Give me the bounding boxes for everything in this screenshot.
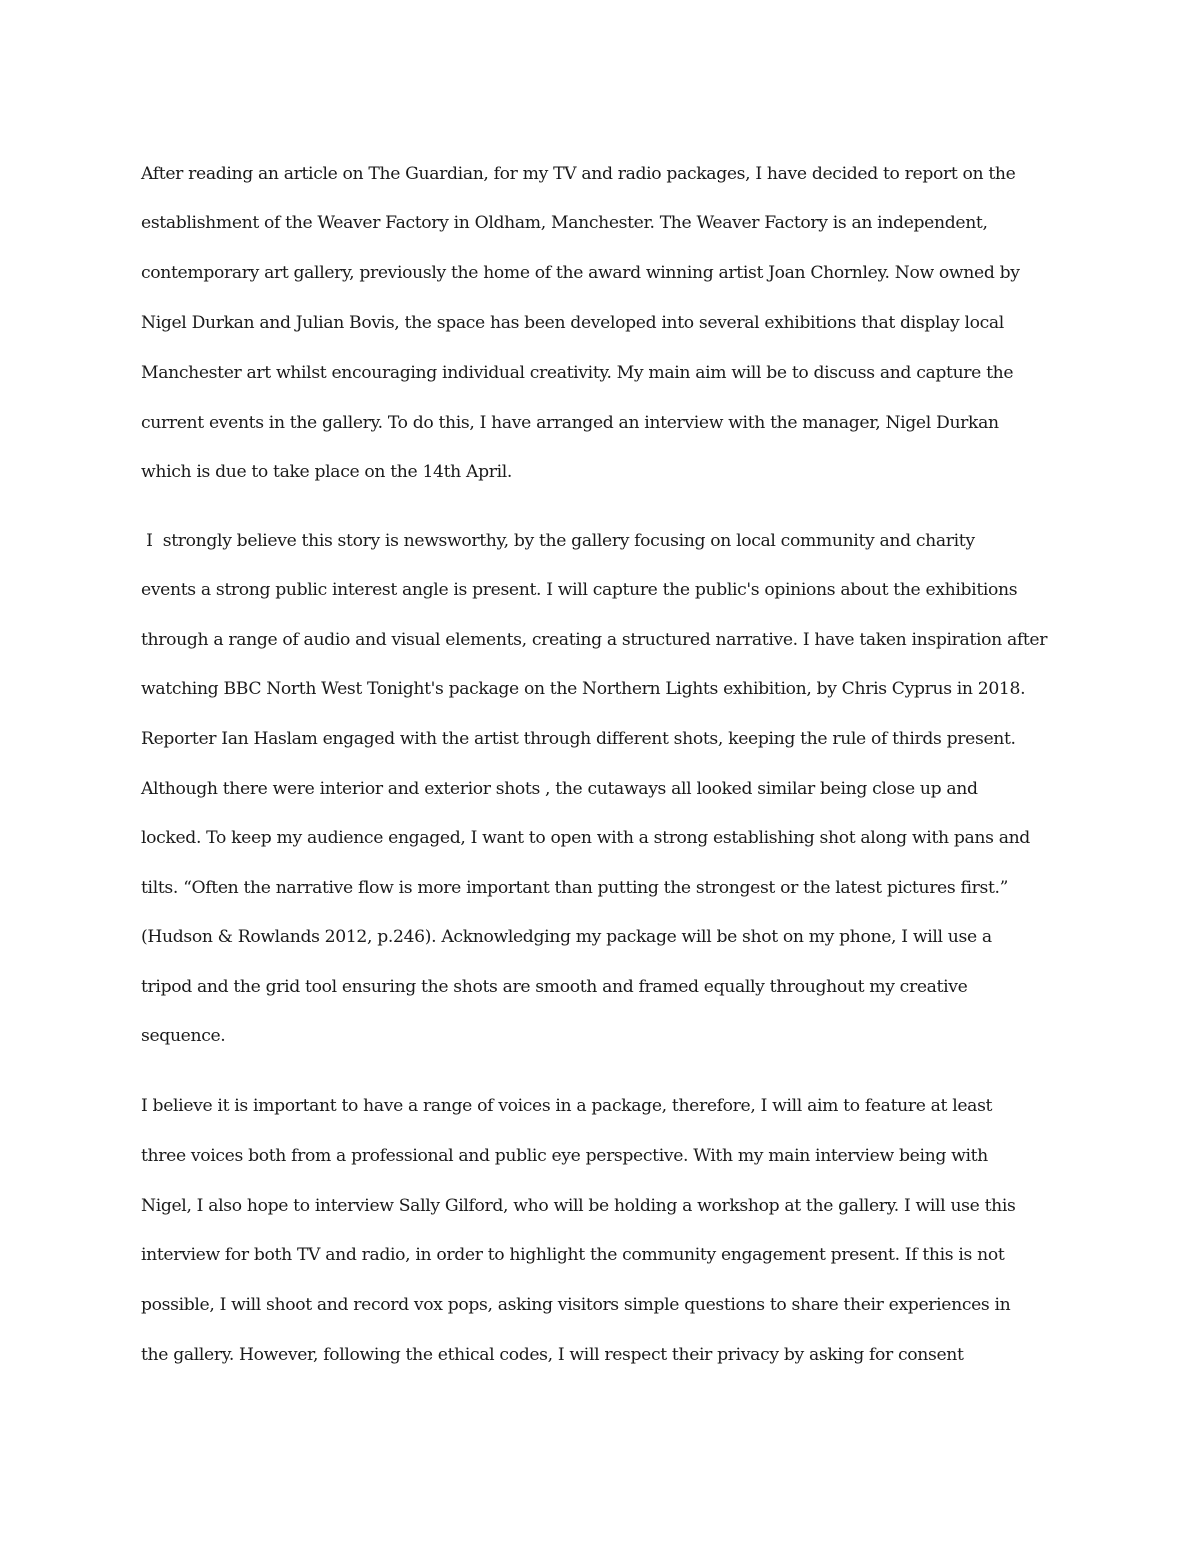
paragraph-2-line-8: tilts. “Often the narrative flow is more important than putting the strongest or the latest pictures first.”	[141, 878, 1009, 898]
paragraph-2-line-1: I strongly believe this story is newsworthy, by the gallery focusing on local community and charity	[141, 531, 975, 551]
paragraph-2-line-3: through a range of audio and visual elements, creating a structured narrative. I have taken inspiration after	[141, 630, 1048, 650]
paragraph-2-line-2: events a strong public interest angle is present. I will capture the public's opinions about the exhibitions	[141, 580, 1018, 600]
paragraph-2-line-9: (Hudson & Rowlands 2012, p.246). Acknowledging my package will be shot on my phone, I will use a	[141, 927, 992, 947]
paragraph-1-line-3: contemporary art gallery, previously the home of the award winning artist Joan Chornley. Now owned by	[141, 263, 1020, 283]
paragraph-3-line-3: Nigel, I also hope to interview Sally Gilford, who will be holding a workshop at the gallery. I will use this	[141, 1196, 1016, 1216]
paragraph-3-line-5: possible, I will shoot and record vox pops, asking visitors simple questions to share their experiences in	[141, 1295, 1011, 1315]
paragraph-3-line-1: I believe it is important to have a range of voices in a package, therefore, I will aim to feature at least	[141, 1096, 993, 1116]
paragraph-2-line-11: sequence.	[141, 1026, 226, 1046]
paragraph-2-line-5: Reporter Ian Haslam engaged with the artist through different shots, keeping the rule of thirds present.	[141, 729, 1016, 749]
paragraph-1-line-6: current events in the gallery. To do this, I have arranged an interview with the manager, Nigel Durkan	[141, 413, 999, 433]
paragraph-2-line-6: Although there were interior and exterior shots , the cutaways all looked similar being close up and	[141, 779, 978, 799]
paragraph-1-line-5: Manchester art whilst encouraging individual creativity. My main aim will be to discuss and capture the	[141, 363, 1014, 383]
paragraph-1-line-1: After reading an article on The Guardian, for my TV and radio packages, I have decided to report on the	[141, 164, 1016, 184]
paragraph-2-line-7: locked. To keep my audience engaged, I want to open with a strong establishing shot along with pans and	[141, 828, 1030, 848]
paragraph-3-line-6: the gallery. However, following the ethical codes, I will respect their privacy by asking for consent	[141, 1345, 964, 1365]
paragraph-1-line-4: Nigel Durkan and Julian Bovis, the space has been developed into several exhibitions that display local	[141, 313, 1004, 333]
paragraph-1-line-2: establishment of the Weaver Factory in Oldham, Manchester. The Weaver Factory is an independent,	[141, 213, 988, 233]
paragraph-2-line-4: watching BBC North West Tonight's package on the Northern Lights exhibition, by Chris Cyprus in 2018.	[141, 679, 1026, 699]
paragraph-1-line-7: which is due to take place on the 14th April.	[141, 462, 512, 482]
paragraph-3-line-2: three voices both from a professional and public eye perspective. With my main interview being with	[141, 1146, 988, 1166]
paragraph-2-line-10: tripod and the grid tool ensuring the shots are smooth and framed equally throughout my creative	[141, 977, 968, 997]
paragraph-3-line-4: interview for both TV and radio, in order to highlight the community engagement present. If this is not	[141, 1245, 1005, 1265]
